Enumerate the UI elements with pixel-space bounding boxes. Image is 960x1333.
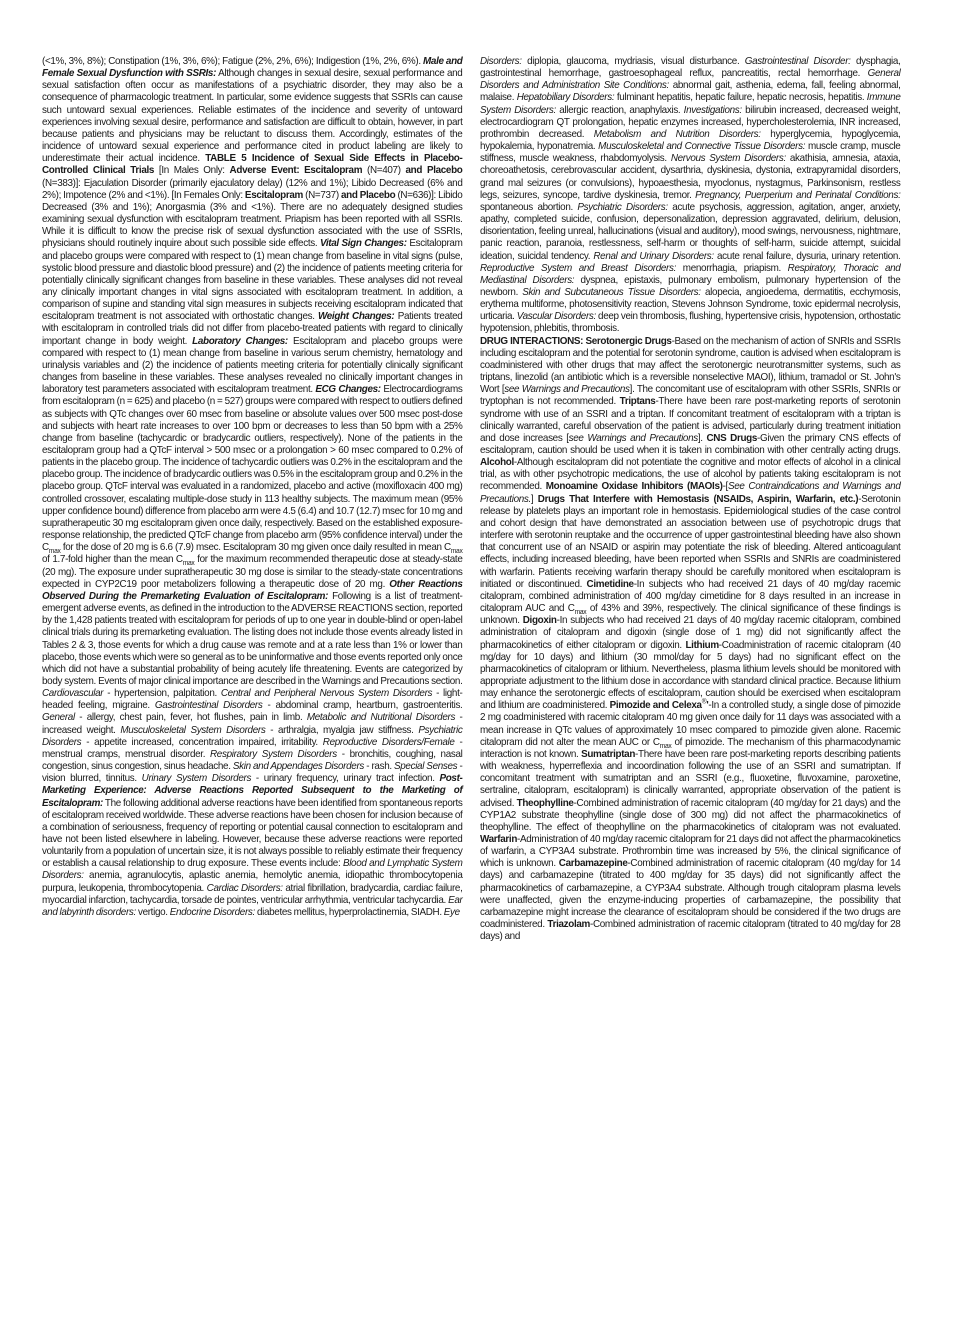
body-text-run: of 1.7-fold higher than the mean C (42, 554, 183, 566)
category-label-run: Vascular Disorders: (516, 311, 596, 323)
category-label-run: Psychiatric Disorders (42, 724, 463, 748)
category-label-run: see Warnings and Precautions (504, 384, 630, 396)
category-label-run: Cardiac Disorders: (206, 882, 283, 894)
body-text-run: (N=636)]: Libido Decreased (3% and 1%); Anorgasmia (3% and <1%). There are no adequately designed studies examining sexual dysfunction with escitalopram treatment. Priapism has been reported with all SSRIs. While it is difficult to know the precise risk of sexual dysfunction associated with the use of SSRIs, physicians should routinely inquire about such possible side effects. (42, 189, 463, 250)
body-text-run: akathisia, amnesia, ataxia, choreoathetosis, cerebrovascular accident, dysarthria, dyskinesia, dystonia, extrapyramidal disorders, grand mal seizures (or convulsions), hypoaesthesia, myoclonus, nystagmus, Parkinsonism, restless legs, seizures, syncope, tardive dyskinesia, tremor. (480, 153, 901, 201)
section-heading-run: Other Reactions Observed During the Premarketing Evaluation of Escitalopram: (42, 578, 463, 602)
category-label-run: Metabolic and Nutritional Disorders (306, 712, 456, 724)
body-text-run: -Although escitalopram did not potentiate the cognitive and motor effects of alcohol in a clinical trial, as with other psychotropic medications, the use of alcohol by patients taking escitalopram is not recommended. (480, 457, 901, 493)
category-label-run: Disorders: (480, 56, 522, 67)
body-text-run: vertigo. (135, 906, 170, 918)
body-text-run: menorrhagia, priapism. (676, 262, 788, 274)
section-heading-run: Drugs That Interfere with Hemostasis (NSAIDs, Aspirin, Warfarin, etc.) (537, 493, 859, 505)
section-heading-run: Triazolam (547, 919, 590, 931)
body-text-run: (N=383)]: Ejaculation Disorder (primarily ejaculatory delay) (12% and 1%); Libido Decreased (6% and 2%); Impotence (2% and <1%). [In Females Only: (42, 177, 463, 201)
subscript-run: max (659, 742, 672, 750)
body-text-run: -There have been rare post-marketing reports of serotonin syndrome with use of an SSRI and a triptan. If concomitant treatment of escitalopram with a triptan is clinically warranted, careful observation of the patient is advised, particularly during treatment initiation and dose increases [ (480, 396, 901, 444)
category-label-run: Hepatobiliary Disorders: (516, 92, 615, 104)
body-text-run: -In a controlled study, a single dose of pimozide 2 mg coadministered with racemic citalopram 40 mg given once daily for 11 days was associated with a mean increase in QTc values of approximately 10 msec compared to pimozide given alone. Racemic citalopram did not alter the mean AUC or C (480, 700, 901, 748)
body-text-run: -[ (722, 481, 728, 493)
section-heading-run: Weight Changes: (317, 311, 395, 323)
body-text-run: (N=407) (362, 165, 406, 177)
document-page (42, 56, 918, 1286)
body-text-run: dyspnea, epistaxis, pulmonary embolism, pulmonary hypertension of the newborn. (480, 274, 901, 298)
body-text-run: fulminant hepatitis, hepatic failure, hepatic necrosis, hepatitis. (614, 92, 867, 104)
category-label-run: Reproductive Disorders/Female (322, 736, 455, 748)
body-text-run: spontaneous abortion. (480, 201, 578, 213)
body-text-run: acute renal failure, dysuria, urinary retention. (713, 250, 901, 262)
section-heading-run: CNS Drugs (706, 432, 758, 444)
body-text-run: - allergy, chest pain, fever, hot flushes, pain in limb. (74, 712, 307, 724)
left-column-text (42, 56, 462, 919)
body-text-run: [In Males Only: (154, 165, 230, 177)
body-text-run: -Based on the mechanism of action of SNRIs and SSRIs including escitalopram and the potential for serotonin syndrome, caution is advised when escitalopram is coadministered with other drugs that may affect the serotonergic neurotransmitter systems, such as triptans, linezolid (an antibiotic which is a reversible nonselective MAOI), lithium, tramadol or St. John's Wort [ (480, 335, 901, 396)
category-label-run: Eye (443, 906, 460, 918)
section-heading-run: TABLE 5 Incidence of Sexual Side Effects in Placebo-Controlled Clinical Trials (42, 153, 463, 177)
subscript-run: max (574, 609, 587, 617)
body-text-run: Patients treated with escitalopram in controlled trials did not differ from placebo-treated patients with regard to clinically important change in body weight. (42, 311, 463, 347)
body-text-run: alopecia, angioedema, dermatitis, ecchymosis, erythema multiforme, photosensitivity reaction, Stevens Johnson Syndrome, toxic epidermal necrolysis, urticaria. (480, 286, 901, 323)
body-text-run: ]. (697, 432, 707, 444)
body-text-run: - bronchitis, coughing, nasal congestion, sinus congestion, sinus headache. (42, 748, 463, 773)
category-label-run: Endocrine Disorders: (169, 906, 255, 918)
category-label-run: Blood and Lymphatic System Disorders: (42, 858, 463, 882)
body-text-run: atrial fibrillation, bradycardia, cardiac failure, myocardial infarction, tachycardia, torsade de pointes, ventricular arrhythmia, ventricular tachycardia. (42, 882, 463, 906)
category-label-run: General Disorders and Administration Site Conditions: (480, 68, 901, 92)
category-label-run: Gastrointestinal Disorders (154, 700, 263, 712)
category-label-run: Respiratory System Disorders (210, 748, 337, 760)
body-text-run: hyperglycemia, hypoglycemia, hypokalemia, hyponatremia. (480, 128, 901, 153)
section-heading-run: Warfarin (480, 834, 518, 845)
body-text-run: - rash. (364, 761, 395, 773)
body-text-run: -Combined administration of racemic citalopram (40 mg/day for 14 days) and carbamazepine (titrated to 400 mg/day for 35 days) did not significantly affect the pharmacokinetics of carbamazepine, a CYP3A4 substrate. Although trough citalopram plasma levels were unaffected, given the enzyme-inducing properties of carbamazepine, the possibility that carbamazepine might increase the clearance of escitalopram should be considered if the two drugs are coadministered. (480, 858, 901, 931)
section-heading-run: and Placebo (405, 165, 463, 177)
body-text-run: -Serotonin release by platelets plays an important role in hemostasis. Epidemiological studies of the case control and cohort design that have demonstrated an association between use of psychotropic drugs that interfere with serotonin reuptake and the occurrence of upper gastrointestinal bleeding have also shown that concurrent use of an NSAID or aspirin may potentiate the risk of bleeding. Altered anticoagulant effects, including increased bleeding, have been reported when SSRIs and SNRIs are coadministered with warfarin. Patients receiving warfarin therapy should be carefully monitored when escitalopram is initiated or discontinued. (480, 493, 901, 590)
body-text-run: abnormal gait, asthenia, edema, fall, feeling abnormal, malaise. (480, 80, 901, 104)
body-text-run: - appetite increased, concentration impaired, irritability. (81, 736, 323, 748)
body-text-run: - vision blurred, tinnitus. (42, 761, 463, 785)
section-heading-run: Sumatriptan (581, 748, 636, 760)
body-text-run: diabetes mellitus, hyperprolactinemia, SIADH. (254, 906, 444, 918)
category-label-run: Pregnancy, Puerperium and Perinatal Conditions: (695, 189, 901, 201)
category-label-run: see Warnings and Precautions (568, 432, 698, 444)
body-text-run: -Coadministration of racemic citalopram (40 mg/day for 10 days) and lithium (30 mmol/day for 5 days) had no significant effect on the pharmacokinetics of citalopram or lithium. Nevertheless, plasma lithium levels should be monitored with appropriate adjustment to the lithium dose in accordance with standard clinical practice. Because lithium may enhance the serotonergic effects of escitalopram, caution should be exercised when escitalopram and lithium are coadministered. (480, 639, 901, 712)
body-text-run: acute psychosis, aggression, agitation, anger, anxiety, apathy, completed suicide, confusion, depersonalization, depression aggravated, delirium, delusion, disorientation, feeling unreal, hallucinations (visual and auditory), mood swings, nervousness, nightmare, panic reaction, paranoia, restlessness, self-harm or thoughts of self-harm, suicide attempt, suicidal ideation, suicidal tendency. (480, 201, 901, 262)
section-heading-run: Alcohol (480, 457, 514, 469)
category-label-run: General (42, 712, 75, 724)
category-label-run: Central and Peripheral Nervous System Disorders (220, 688, 433, 700)
body-text-run: -Administration of 40 mg/day racemic citalopram for 21 days did not affect the pharmacokinetics of warfarin, a CYP3A4 substrate. Prothrombin time was increased by 5%, the clinical significance of which is unknown. (480, 834, 901, 870)
body-text-run: muscle cramp, muscle stiffness, muscle weakness, rhabdomyolysis. (480, 141, 901, 165)
body-text-run: Following is a list of treatment-emergent adverse events, as defined in the introduction to the ADVERSE REACTIONS section, reported by the 1,428 patients treated with escitalopram for periods of up to one year in double-blind or open-label clinical trials during its premarketing evaluation. The listing does not include those events already listed in Tables 2 & 3, those events for which a drug cause was remote and at a rate less than 1% or lower than placebo, those events which were so general as to be uninformative and those events reported only once which did not have a substantial probability of being acutely life threatening. Events are categorized by body system. Events of major clinical importance are described in the Warnings and Precautions section. (42, 590, 463, 687)
body-text-run: ] (530, 493, 538, 505)
category-label-run: Gastrointestinal Disorder: (744, 56, 851, 67)
body-text-run: (<1%, 3%, 8%); Constipation (1%, 3%, 6%); Fatigue (2%, 2%, 6%); Indigestion (1%, 2%, 6%). (42, 56, 424, 67)
category-label-run: Musculoskeletal System Disorders (120, 724, 266, 736)
section-heading-run: Adverse Event: Escitalopram (229, 165, 363, 177)
category-label-run: Special Senses (394, 761, 458, 773)
section-heading-run: Carbamazepine (558, 858, 628, 870)
body-text-run: Escitalopram and placebo groups were compared with respect to (1) mean change from baseline in vital signs (pulse, systolic blood pressure and diastolic blood pressure) and (2) the incidence of patients meeting criteria for potentially clinically significant changes from baseline in these variables. These analyses did not reveal any clinically important changes in vital signs associated with escitalopram treatment. In addition, a comparison of supine and standing vital sign measures in subjects receiving escitalopram indicated that escitalopram treatment is not associated with orthostatic changes. (42, 238, 463, 323)
body-text-run: - abdominal cramp, heartburn, gastroenteritis. (262, 700, 463, 712)
right-column (480, 56, 900, 1286)
category-label-run: Investigations: (683, 104, 742, 116)
body-text-run: -There have been rare post-marketing reports describing patients with weakness, hyperreflexia and incoordination following the use of an SSRI and sumatriptan. If concomitant treatment with sumatriptan and an SSRI (e.g., fluoxetine, fluvoxamine, paroxetine, sertraline, citalopram, escitalopram) is clinically warranted, appropriate observation of the patient is advised. (480, 748, 901, 809)
body-text-run: (N=737) (302, 189, 341, 201)
body-text-run: - urinary frequency, urinary tract infection. (251, 773, 440, 785)
body-text-run: deep vein thrombosis, flushing, hypertensive crisis, hypotension, orthostatic hypotension, phlebitis, thrombosis. (480, 311, 901, 335)
section-heading-run: Post-Marketing Experience: Adverse Reactions Reported Subsequent to the Marketing of Escitalopram: (42, 773, 463, 809)
category-label-run: Skin and Subcutaneous Tissue Disorders: (522, 286, 701, 298)
section-heading-run: Male and Female Sexual Dysfunction with SSRIs: (42, 56, 463, 80)
section-heading-run: Cimetidine (586, 578, 634, 590)
category-label-run: Urinary System Disorders (141, 773, 252, 785)
section-heading-run: Digoxin (522, 615, 557, 627)
body-text-run: -In subjects who had received 21 days of 40 mg/day racemic citalopram, combined administration of citalopram and digoxin (single dose of 1 mg) did not significantly affect the pharmacokinetics of either citalopram or digoxin. (480, 615, 901, 651)
body-text-run: bilirubin increased, decreased weight, electrocardiogram QT prolongation, hepatic enzymes increased, hypercholesterolemia, INR increased, prothrombin decreased. (480, 104, 901, 140)
body-text-run: anemia, agranulocytis, aplastic anemia, hemolytic anemia, idiopathic thrombocytopenia purpura, leukopenia, thrombocytopenia. (42, 870, 463, 894)
section-heading-run: Lithium (685, 639, 719, 651)
body-text-run: ]. The concomitant use of escitalopram with other SSRIs, SNRIs or tryptophan is not recommended. (480, 384, 901, 408)
body-text-run: -Combined administration of racemic citalopram (40 mg/day for 21 days) and the CYP1A2 substrate theophylline (single dose of 300 mg) did not affect the pharmacokinetics of theophylline. The effect of theophylline on the pharmacokinetics of citalopram was not evaluated. (480, 797, 901, 833)
section-heading-run: DRUG INTERACTIONS: Serotonergic Drugs (480, 335, 672, 347)
body-text-run: - menstrual cramps, menstrual disorder. (42, 736, 463, 760)
section-heading-run: Pimozide and Celexa (609, 700, 702, 712)
category-label-run: See Contraindications and Warnings and Precautions. (480, 481, 901, 505)
body-text-run: Escitalopram and placebo groups were compared with respect to (1) mean change from baseline in various serum chemistry, hematology and urinalysis variables and (2) the incidence of patients meeting criteria for potentially clinically significant changes from baseline in these variables. These analyses revealed no clinically important changes in laboratory test parameters associated with escitalopram treatment. (42, 335, 463, 396)
subscript-run: max (450, 548, 463, 556)
section-heading-run: and Placebo (340, 189, 396, 201)
category-label-run: Psychiatric Disorders: (577, 201, 668, 213)
body-text-run: dysphagia, gastrointestinal hemorrhage, gastroesophageal reflux, pancreatitis, rectal hemorrhage. (480, 56, 901, 80)
category-label-run: Renal and Urinary Disorders: (593, 250, 714, 262)
section-heading-run: Laboratory Changes: (192, 335, 288, 347)
body-text-run: of pimozide. The mechanism of this pharmacodynamic interaction is not known. (480, 736, 901, 760)
superscript-run: ® (701, 698, 707, 706)
body-text-run: diplopia, glaucoma, mydriasis, visual disturbance. (521, 56, 745, 67)
body-text-run: -Given the primary CNS effects of escitalopram, caution should be used when it is taken in combination with other centrally acting drugs. (480, 432, 901, 456)
subscript-run: max (48, 548, 61, 556)
body-text-run: - hypertension, palpitation. (103, 688, 221, 700)
body-text-run: -Combined administration of racemic citalopram (titrated to 40 mg/day for 28 days) and (480, 919, 901, 943)
category-label-run: Respiratory, Thoracic and Mediastinal Disorders: (480, 262, 901, 286)
category-label-run: Metabolism and Nutrition Disorders: (593, 128, 761, 140)
body-text-run: - increased weight. (42, 712, 463, 736)
subscript-run: max (182, 560, 195, 568)
section-heading-run: Vital Sign Changes: (319, 238, 407, 250)
section-heading-run: ' (706, 700, 709, 712)
body-text-run: - light-headed feeling, migraine. (42, 688, 463, 712)
section-heading-run: ECG Changes: (315, 384, 381, 396)
body-text-run: for the dose of 20 mg is 6.6 (7.9) msec. Escitalopram 30 mg given once daily resulted in mean C (60, 542, 451, 554)
body-text-run: for the maximum recommended therapeutic dose at steady-state (20 mg). The exposure under supratherapeutic 30 mg dose is similar to the steady-state concentrations expected in CYP2C19 poor metabolizers following a therapeutic dose of 20 mg. (42, 554, 463, 590)
category-label-run: Nervous System Disorders: (670, 153, 786, 165)
category-label-run: Musculoskeletal and Connective Tissue Disorders: (598, 141, 806, 153)
section-heading-run: Triptans (619, 396, 656, 408)
body-text-run: allergic reaction, anaphylaxis. (555, 104, 684, 116)
category-label-run: Skin and Appendages Disorders (232, 761, 365, 773)
category-label-run: Immune System Disorders: (480, 92, 901, 116)
body-text-run: The following additional adverse reactions have been identified from spontaneous reports of escitalopram received worldwide. These adverse reactions have been chosen for inclusion because of a combination of seriousness, frequency of reporting or potential causal connection to escitalopram and have not been listed elsewhere in labeling. However, because these adverse reactions were reported voluntarily from a population of uncertain size, it is not always possible to reliably estimate their frequency or establish a causal relationship to drug exposure. These events include: (42, 797, 463, 870)
left-column (42, 56, 462, 1286)
category-label-run: Reproductive System and Breast Disorders: (480, 262, 677, 274)
section-heading-run: Theophylline (516, 797, 574, 809)
body-text-run: Electrocardiograms from escitalopram (n = 625) and placebo (n = 527) groups were compared with respect to outliers defined as subjects with QTc changes over 60 msec from baseline or absolute values over 500 msec post-dose and subjects with heart rate increases to over 100 bpm or decreases to less than 50 bpm with a 25% change from baseline (tachycardic or bradycardic outliers, respectively). None of the patients in the escitalopram group had a QTcF interval > 500 msec or a prolongation > 60 msec compared to 0.2% of patients in the placebo group. The incidence of tachycardic outliers was 0.2% in the escitalopram and the placebo group. The incidence of bradycardic outliers was 0.5% in the escitalopram group and 0.2% in the placebo group. QTcF interval was evaluated in a randomized, placebo and active (moxifloxacin 400 mg) controlled crossover, escalating multiple-dose study in 113 healthy subjects. The maximum mean (95% upper confidence bound) difference from placebo arm were 4.5 (6.4) and 10.7 (12.7) msec for 10 mg and supratherapeutic 30 mg escitalopram given once daily, respectively. Based on the established exposure-response relationship, the predicted QTcF change from placebo arm (95% confidence interval) under the C (42, 384, 463, 554)
body-text-run: -In subjects who had received 21 days of 40 mg/day racemic citalopram, combined administration of 400 mg/day cimetidine for 8 days resulted in an increase in citalopram AUC and C (480, 578, 901, 615)
section-heading-run: Escitalopram (244, 189, 303, 201)
category-label-run: Ear and labyrinth disorders: (42, 894, 463, 918)
right-column-text (480, 56, 900, 943)
body-text-run: Although changes in sexual desire, sexual performance and sexual satisfaction often occur as manifestations of a psychiatric disorder, they may also be a consequence of pharmacologic treatment. In particular, some evidence suggests that SSRIs can cause such untoward sexual experiences. Reliable estimates of the incidence and severity of untoward experiences involving sexual desire, performance and satisfaction are difficult to obtain, however, in part because patients and physicians may be reluctant to discuss them. Accordingly, estimates of the incidence of untoward sexual experience and performance cited in product labeling are likely to underestimate their actual incidence. (42, 68, 463, 165)
section-heading-run: Monoamine Oxidase Inhibitors (MAOIs) (545, 481, 723, 493)
body-text-run: - arthralgia, myalgia jaw stiffness. (265, 724, 419, 736)
category-label-run: Cardiovascular (42, 688, 104, 700)
body-text-run: of 43% and 39%, respectively. The clinical significance of these findings is unknown. (480, 603, 901, 627)
